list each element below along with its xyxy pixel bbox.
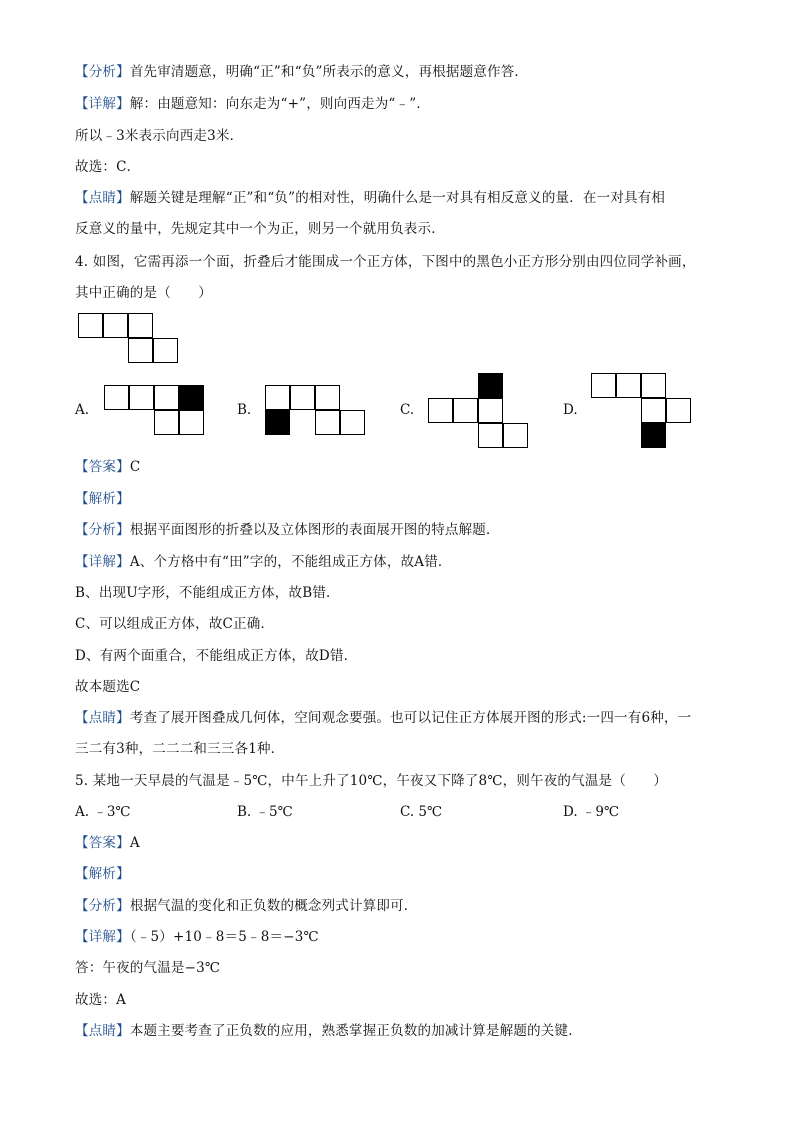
- option-b-label: B.: [237, 402, 252, 418]
- explain-tag: 【解析】: [75, 491, 130, 507]
- analysis-tag: 【分析】: [75, 522, 130, 538]
- q5-analysis-text: 根据气温的变化和正负数的概念列式计算即可．: [129, 898, 418, 914]
- net-cell: [428, 398, 453, 423]
- net-cell: [315, 385, 340, 410]
- option-c-label: C.: [400, 402, 415, 418]
- option-c-figure: [428, 373, 530, 449]
- answer-tag: 【答案】: [75, 835, 130, 851]
- net-cell: [154, 410, 179, 435]
- option-d-label: D.: [563, 402, 578, 418]
- q4-analysis-line: [75, 520, 500, 540]
- q5-detail-line: [75, 927, 319, 947]
- q3-point-line-1: [75, 188, 665, 208]
- detail-tag: 【详解】: [75, 554, 130, 570]
- net-cell: [78, 313, 103, 338]
- net-cell: [129, 385, 154, 410]
- added-black-square: [641, 423, 666, 448]
- q3-analysis-text: 首先审清题意，明确“正”和“负”所表示的意义，再根据题意作答．: [129, 64, 529, 80]
- q4-stem-line-2: 其中正确的是（ ）: [75, 285, 212, 301]
- net-cell: [666, 398, 691, 423]
- net-cell: [265, 385, 290, 410]
- explain-tag: 【解析】: [75, 866, 130, 882]
- net-cell: [104, 385, 129, 410]
- net-cell: [340, 410, 365, 435]
- q3-choice-line: 故选：C．: [75, 159, 141, 175]
- q4-point-line-1: [75, 708, 691, 728]
- option-b-figure: [265, 385, 367, 436]
- q4-detail-line: [75, 552, 452, 572]
- q5-detail-text: （﹣5）+10﹣8＝5﹣8＝−3℃: [129, 929, 319, 945]
- q5-option-b: B. ﹣5℃: [237, 804, 293, 820]
- net-cell: [641, 373, 666, 398]
- q3-point-line-2: 反意义的量中，先规定其中一个为正，则另一个就用负表示．: [75, 221, 445, 237]
- net-cell: [128, 313, 153, 338]
- q4-answer-line: [75, 457, 140, 477]
- detail-tag: 【详解】: [75, 96, 130, 112]
- q5-stem-line: 5. 某地一天早晨的气温是﹣5℃，中午上升了10℃，午夜又下降了8℃，则午夜的气温是（ ）: [75, 773, 668, 789]
- q5-option-c: C. 5℃: [400, 804, 443, 820]
- q5-option-d: D. ﹣9℃: [563, 804, 620, 820]
- net-cell: [641, 398, 666, 423]
- q5-choice-line: 故选：A: [75, 992, 127, 1008]
- q4-analysis-text: 根据平面图形的折叠以及立体图形的表面展开图的特点解题．: [129, 522, 500, 538]
- q5-reply-line: 答：午夜的气温是−3℃: [75, 960, 221, 976]
- net-cell: [128, 338, 153, 363]
- added-black-square: [179, 385, 204, 410]
- net-cell: [103, 313, 128, 338]
- point-tag: 【点睛】: [75, 1023, 130, 1039]
- net-cell: [616, 373, 641, 398]
- net-cell: [290, 385, 315, 410]
- q4-b-line: B、出现U字形，不能组成正方体，故B错．: [75, 585, 340, 601]
- detail-tag: 【详解】: [75, 929, 130, 945]
- net-cell: [478, 398, 503, 423]
- q4-choice-line: 故本题选C: [75, 679, 141, 695]
- q5-answer-value: A: [129, 835, 140, 851]
- net-cell: [503, 423, 528, 448]
- net-cell: [478, 423, 503, 448]
- q3-so-line: 所以﹣3米表示向西走3米．: [75, 128, 244, 144]
- net-cell: [179, 410, 204, 435]
- q5-analysis-line: [75, 896, 418, 916]
- option-a-label: A.: [75, 402, 90, 418]
- q5-point-text: 本题主要考查了正负数的应用，熟悉掌握正负数的加减计算是解题的关键．: [129, 1023, 582, 1039]
- base-net-figure: [78, 313, 180, 364]
- q4-detail-text: A、个方格中有“田”字的，不能组成正方体，故A错．: [129, 554, 452, 570]
- net-cell: [153, 338, 178, 363]
- q5-option-a: A. ﹣3℃: [75, 804, 131, 820]
- point-tag: 【点睛】: [75, 190, 130, 206]
- option-a-figure: [104, 385, 206, 436]
- q5-explain-line: [75, 864, 130, 884]
- answer-tag: 【答案】: [75, 459, 130, 475]
- q4-d-line: D、有两个面重合，不能组成正方体，故D错．: [75, 648, 358, 664]
- q4-point-text-1: 考查了展开图叠成几何体，空间观念要强。也可以记住正方体展开图的形式:一四一有6种，一: [129, 710, 692, 726]
- q3-detail-line: [75, 94, 430, 114]
- analysis-tag: 【分析】: [75, 64, 130, 80]
- net-cell: [154, 385, 179, 410]
- analysis-tag: 【分析】: [75, 898, 130, 914]
- q4-answer-value: C: [129, 459, 141, 475]
- added-black-square: [265, 410, 290, 435]
- point-tag: 【点睛】: [75, 710, 130, 726]
- option-d-figure: [591, 373, 693, 449]
- added-black-square: [478, 373, 503, 398]
- q4-explain-line: [75, 489, 130, 509]
- q4-point-line-2: 三二有3种，二二二和三三各1种．: [75, 741, 285, 757]
- q5-answer-line: [75, 833, 140, 853]
- q4-c-line: C、可以组成正方体，故C正确．: [75, 616, 275, 632]
- q3-detail-text: 解：由题意知：向东走为“+”，则向西走为“﹣”．: [129, 96, 431, 112]
- net-cell: [453, 398, 478, 423]
- q4-stem-line-1: 4. 如图，它需再添一个面，折叠后才能围成一个正方体，下图中的黑色小正方形分别由四位同学补画，: [75, 254, 696, 270]
- net-cell: [591, 373, 616, 398]
- net-cell: [315, 410, 340, 435]
- q3-point-text-1: 解题关键是理解“正”和“负”的相对性，明确什么是一对具有相反意义的量．在一对具有相: [129, 190, 666, 206]
- q5-point-line: [75, 1021, 582, 1041]
- q3-analysis-line: [75, 62, 528, 82]
